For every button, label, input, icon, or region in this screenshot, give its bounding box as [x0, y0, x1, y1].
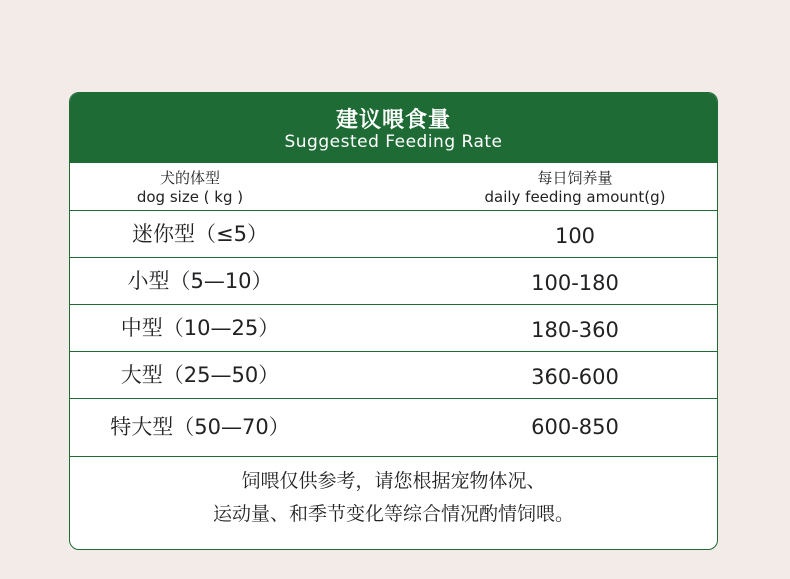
row-size: 小型（5—10） [127, 269, 273, 293]
column-headers [70, 163, 717, 211]
footnote-line-2: 运动量、和季节变化等综合情况酌情饲喂。 [212, 503, 574, 525]
column-header-amount-cn: 每日饲养量 [537, 169, 613, 187]
column-header-amount-en: daily feeding amount(g) [484, 188, 666, 206]
row-size: 大型（25—50） [120, 363, 280, 387]
footnote-line-1: 饲喂仅供参考，请您根据宠物体况、 [241, 470, 546, 492]
row-amount: 100 [554, 224, 596, 248]
table-row [70, 305, 717, 352]
feeding-table-card [69, 92, 718, 550]
column-header-size-cn: 犬的体型 [159, 169, 220, 187]
table-header [70, 93, 717, 163]
table-row [70, 211, 717, 258]
column-header-amount [450, 169, 700, 207]
row-amount: 360-600 [531, 365, 619, 389]
table-row [70, 399, 717, 457]
table-row [70, 352, 717, 399]
row-amount: 180-360 [531, 318, 619, 342]
column-header-size-en: dog size ( kg ) [136, 188, 244, 206]
footnote [70, 465, 717, 531]
column-header-size [70, 169, 310, 207]
table-row [70, 258, 717, 305]
row-size: 迷你型（≤5） [132, 222, 268, 246]
table-title: 建议喂食量 [335, 108, 451, 133]
row-amount: 100-180 [531, 271, 619, 295]
table-subtitle: Suggested Feeding Rate [284, 132, 503, 152]
row-size: 中型（10—25） [120, 316, 280, 340]
row-size: 特大型（50—70） [110, 415, 290, 439]
row-amount: 600-850 [531, 415, 619, 439]
